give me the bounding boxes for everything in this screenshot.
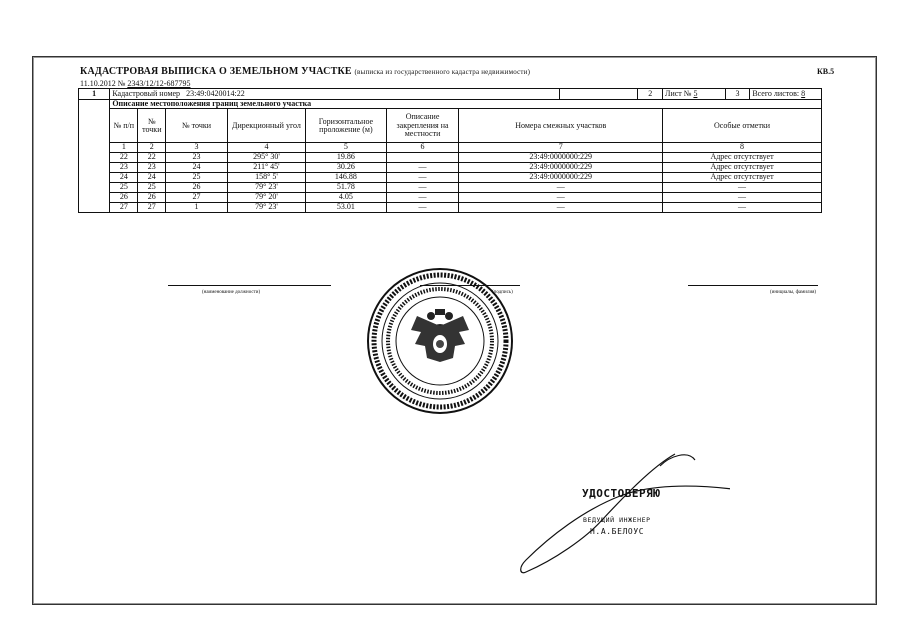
table-row — [79, 172, 822, 182]
cell-neighbors: — — [459, 192, 663, 202]
cell-np: 24 — [110, 172, 138, 182]
col-header-length: Горизонтальное проложение (м) — [306, 109, 387, 143]
cell-notes: Адрес отсутствует — [663, 162, 822, 172]
col-number: 5 — [306, 143, 387, 152]
col-number: 6 — [386, 143, 459, 152]
document-title — [80, 66, 530, 77]
cell-angle: 211° 45' — [227, 162, 305, 172]
cell-point-to: 26 — [166, 182, 228, 192]
col-number: 8 — [663, 143, 822, 152]
col-number: 4 — [227, 143, 305, 152]
table-row — [79, 162, 822, 172]
cell-notes: — — [663, 202, 822, 212]
cell-neighbors: 23:49:0000000:229 — [459, 162, 663, 172]
col-number: 1 — [110, 143, 138, 152]
cell-np: 26 — [110, 192, 138, 202]
col-header-np: № п/п — [110, 109, 138, 143]
col-number: 7 — [459, 143, 663, 152]
certifier-role: ВЕДУЩИЙ ИНЖЕНЕР — [583, 516, 651, 524]
cell-np: 23 — [110, 162, 138, 172]
table-row — [79, 192, 822, 202]
cell-angle: 79° 23' — [227, 202, 305, 212]
cell-point-to: 1 — [166, 202, 228, 212]
cell-fixing: — — [386, 182, 459, 192]
table-row — [79, 202, 822, 212]
official-seal — [365, 266, 515, 416]
form-code: КВ.5 — [817, 67, 835, 76]
cell-neighbors: 23:49:0000000:229 — [459, 152, 663, 162]
signature-caption: (подпись) — [492, 290, 513, 295]
position-signature-line — [168, 285, 331, 286]
cell-point-to: 25 — [166, 172, 228, 182]
section-title: Описание местоположения границ земельного участка — [110, 100, 822, 109]
document-title-text: КАДАСТРОВАЯ ВЫПИСКА О ЗЕМЕЛЬНОМ УЧАСТКЕ — [80, 66, 352, 77]
cell-point-to: 24 — [166, 162, 228, 172]
cell-length: 146.88 — [306, 172, 387, 182]
name-signature-line — [688, 285, 818, 286]
cadastral-label: Кадастровый номер — [112, 88, 181, 98]
cell-angle: 158° 5' — [227, 172, 305, 182]
total-number: 8 — [801, 88, 806, 98]
row-spacer — [79, 152, 110, 162]
section-row — [79, 100, 822, 109]
cell-length: 4.05 — [306, 192, 387, 202]
sheet-label: Лист № — [665, 88, 692, 98]
cell-length: 19.86 — [306, 152, 387, 162]
col-header-notes: Особые отметки — [663, 109, 822, 143]
cell-fixing: — — [386, 202, 459, 212]
document-number: 2343/12/12-687795 — [127, 79, 191, 88]
cell-neighbors: — — [459, 202, 663, 212]
document-subtitle: (выписка из государственного кадастра недвижимости) — [354, 68, 531, 76]
col-header-angle: Дирекционный угол — [227, 109, 305, 143]
column-header-row — [79, 109, 822, 143]
boundary-table — [78, 88, 822, 213]
name-caption: (инициалы, фамилия) — [770, 290, 817, 295]
row-spacer — [79, 202, 110, 212]
document-date-line — [80, 79, 190, 88]
cell-point-from: 25 — [138, 182, 166, 192]
cell-point-from: 26 — [138, 192, 166, 202]
cell-neighbors: — — [459, 182, 663, 192]
col-header-point-from: № точки — [138, 109, 166, 143]
total-cell — [750, 89, 822, 100]
handwritten-signature — [510, 448, 730, 578]
cell-np: 27 — [110, 202, 138, 212]
cell-fixing: — — [386, 172, 459, 182]
table-body — [79, 152, 822, 212]
col-header-point-to: № точки — [166, 109, 228, 143]
cell-length: 53.01 — [306, 202, 387, 212]
cell-point-from: 27 — [138, 202, 166, 212]
column-number-row — [79, 143, 822, 152]
table-row — [79, 152, 822, 162]
row-spacer — [79, 172, 110, 182]
cell-angle: 79° 20' — [227, 192, 305, 202]
table-row — [79, 182, 822, 192]
cell-length: 30.26 — [306, 162, 387, 172]
cell-notes: Адрес отсутствует — [663, 152, 822, 162]
position-caption: (наименование должности) — [202, 290, 261, 295]
sheet-cell — [663, 89, 726, 100]
sheet-number: 5 — [693, 88, 698, 98]
cell-notes: — — [663, 192, 822, 202]
cell-point-from: 24 — [138, 172, 166, 182]
cell-np: 25 — [110, 182, 138, 192]
certification-title: УДОСТОВЕРЯЮ — [582, 487, 661, 500]
col-header-neighbors: Номера смежных участков — [459, 109, 663, 143]
cell-length: 51.78 — [306, 182, 387, 192]
col-header-fixing: Описание закрепления на местности — [386, 109, 459, 143]
cell-fixing — [386, 152, 459, 162]
date-prefix: 11.10.2012 № — [80, 79, 126, 88]
cell-fixing: — — [386, 162, 459, 172]
cadastral-number-cell — [110, 89, 560, 100]
cell-point-to: 23 — [166, 152, 228, 162]
row-spacer — [79, 182, 110, 192]
total-column-number: 3 — [725, 89, 750, 100]
cell-np: 22 — [110, 152, 138, 162]
cell-point-to: 27 — [166, 192, 228, 202]
meta-row-number: 1 — [79, 89, 110, 100]
total-label: Всего листов: — [752, 88, 800, 98]
meta-row — [79, 89, 822, 100]
col-number: 3 — [166, 143, 228, 152]
cell-fixing: — — [386, 192, 459, 202]
cell-notes: Адрес отсутствует — [663, 172, 822, 182]
certifier-name: Н.А.БЕЛОУС — [590, 527, 645, 536]
cell-point-from: 22 — [138, 152, 166, 162]
cadastral-number: 23:49:0420014:22 — [186, 88, 245, 98]
cell-notes: — — [663, 182, 822, 192]
row-spacer — [79, 162, 110, 172]
cell-angle: 79° 23' — [227, 182, 305, 192]
cell-angle: 295° 30' — [227, 152, 305, 162]
sheet-column-number: 2 — [638, 89, 663, 100]
col-number: 2 — [138, 143, 166, 152]
row-spacer — [79, 192, 110, 202]
cell-neighbors: 23:49:0000000:229 — [459, 172, 663, 182]
cell-point-from: 23 — [138, 162, 166, 172]
